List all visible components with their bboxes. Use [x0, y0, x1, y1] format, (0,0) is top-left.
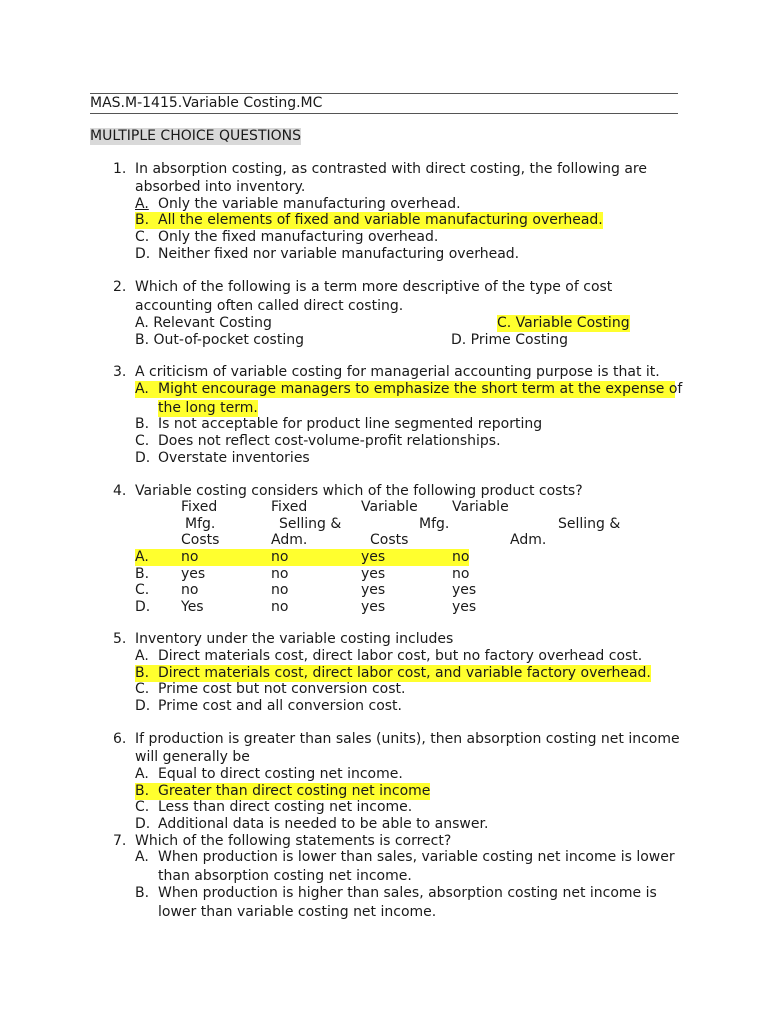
- column-header: Mfg.: [419, 516, 450, 532]
- option-b: B. Out-of-pocket costing: [135, 332, 304, 348]
- option-text: All the elements of fixed and variable manufacturing overhead.: [158, 212, 603, 228]
- table-row-letter: A.: [135, 549, 149, 565]
- option-text: Equal to direct costing net income.: [158, 766, 403, 782]
- question-stem: Inventory under the variable costing includes: [135, 631, 454, 647]
- question-number: 7.: [113, 833, 127, 849]
- option-text: Additional data is needed to be able to answer.: [158, 816, 489, 832]
- question-stem: Variable costing considers which of the following product costs?: [135, 483, 583, 499]
- option-letter: C.: [135, 433, 150, 449]
- correct-answer-highlight: [135, 783, 430, 800]
- option-letter: B.: [135, 885, 150, 901]
- table-cell: yes: [452, 582, 477, 598]
- table-cell: no: [271, 566, 289, 582]
- table-cell: yes: [361, 549, 386, 565]
- document-code: MAS.M-1415.Variable Costing.MC: [90, 95, 323, 111]
- question-stem: Which of the following is a term more descriptive of the type of cost: [135, 279, 613, 295]
- table-cell: no: [271, 582, 289, 598]
- header-rule-bottom: [90, 113, 678, 114]
- option-letter: D.: [135, 698, 151, 714]
- question-number: 3.: [113, 364, 127, 380]
- table-row-letter: D.: [135, 599, 151, 615]
- option-letter: D.: [135, 246, 151, 262]
- table-cell: no: [271, 549, 289, 565]
- question-number: 1.: [113, 161, 127, 177]
- column-header: Selling &: [279, 516, 342, 532]
- correct-answer-highlight: [135, 381, 683, 398]
- question-stem: accounting often called direct costing.: [135, 298, 404, 314]
- option-text: Prime cost and all conversion cost.: [158, 698, 402, 714]
- question-stem: In absorption costing, as contrasted with direct costing, the following are: [135, 161, 647, 177]
- option-letter: B.: [135, 783, 150, 799]
- option-text: Direct materials cost, direct labor cost, but no factory overhead cost.: [158, 648, 643, 664]
- column-header: Costs: [181, 532, 220, 548]
- question-stem: will generally be: [135, 749, 250, 765]
- table-cell: yes: [361, 599, 386, 615]
- header-rule-top: [90, 93, 678, 94]
- column-header: Fixed: [181, 499, 218, 515]
- question-number: 5.: [113, 631, 127, 647]
- option-letter: C.: [135, 681, 150, 697]
- option-text: Is not acceptable for product line segmented reporting: [158, 416, 543, 432]
- option-text: Greater than direct costing net income: [158, 783, 431, 799]
- option-letter: C.: [135, 799, 150, 815]
- column-header: Adm.: [510, 532, 547, 548]
- option-letter: A.: [135, 196, 149, 212]
- option-text: Only the fixed manufacturing overhead.: [158, 229, 439, 245]
- option-text: Direct materials cost, direct labor cost, and variable factory overhead.: [158, 665, 651, 681]
- option-text-continued: than absorption costing net income.: [158, 868, 412, 884]
- question-stem: If production is greater than sales (units), then absorption costing net income: [135, 731, 680, 747]
- correct-answer-highlight: [135, 212, 603, 229]
- table-cell: no: [181, 549, 199, 565]
- option-text: Overstate inventories: [158, 450, 310, 466]
- table-cell: yes: [452, 599, 477, 615]
- column-header: Fixed: [271, 499, 308, 515]
- option-text-continued: the long term.: [158, 400, 258, 416]
- option-letter: D.: [135, 450, 151, 466]
- option-text: Prime cost but not conversion cost.: [158, 681, 406, 697]
- option-letter: B.: [135, 212, 150, 228]
- option-letter: A.: [135, 381, 149, 397]
- option-letter: A.: [135, 648, 149, 664]
- table-cell: yes: [361, 566, 386, 582]
- option-text: Might encourage managers to emphasize the short term at the expense of: [158, 381, 683, 397]
- question-stem: Which of the following statements is correct?: [135, 833, 452, 849]
- table-row-letter: B.: [135, 566, 150, 582]
- table-row-letter: C.: [135, 582, 150, 598]
- option-letter: A.: [135, 766, 149, 782]
- table-cell: Yes: [181, 599, 204, 615]
- question-stem: absorbed into inventory.: [135, 179, 306, 195]
- option-text: Neither fixed nor variable manufacturing overhead.: [158, 246, 520, 262]
- column-header: Adm.: [271, 532, 308, 548]
- correct-answer-highlight: C. Variable Costing: [497, 315, 630, 331]
- question-number: 4.: [113, 483, 127, 499]
- question-stem: A criticism of variable costing for managerial accounting purpose is that it.: [135, 364, 660, 380]
- correct-answer-highlight: [135, 665, 651, 682]
- option-text: When production is lower than sales, variable costing net income is lower: [158, 849, 675, 865]
- table-cell: no: [181, 582, 199, 598]
- option-letter: D.: [135, 816, 151, 832]
- column-header: Mfg.: [185, 516, 216, 532]
- option-letter: C.: [135, 229, 150, 245]
- question-number: 2.: [113, 279, 127, 295]
- option-text: Does not reflect cost-volume-profit relationships.: [158, 433, 501, 449]
- table-cell: no: [452, 549, 470, 565]
- question-number: 6.: [113, 731, 127, 747]
- table-cell: yes: [181, 566, 206, 582]
- option-d: D. Prime Costing: [451, 332, 568, 348]
- option-text: When production is higher than sales, absorption costing net income is: [158, 885, 657, 901]
- option-text: Less than direct costing net income.: [158, 799, 413, 815]
- column-header: Selling &: [558, 516, 621, 532]
- table-cell: yes: [361, 582, 386, 598]
- option-text: Only the variable manufacturing overhead.: [158, 196, 461, 212]
- column-header: Variable: [361, 499, 418, 515]
- option-letter: B.: [135, 665, 150, 681]
- column-header: Variable: [452, 499, 509, 515]
- option-text-continued: lower than variable costing net income.: [158, 904, 437, 920]
- option-letter: A.: [135, 849, 149, 865]
- option-a: A. Relevant Costing: [135, 315, 272, 331]
- table-cell: no: [271, 599, 289, 615]
- column-header: Costs: [370, 532, 409, 548]
- option-letter: B.: [135, 416, 150, 432]
- section-title: MULTIPLE CHOICE QUESTIONS: [90, 128, 301, 144]
- table-cell: no: [452, 566, 470, 582]
